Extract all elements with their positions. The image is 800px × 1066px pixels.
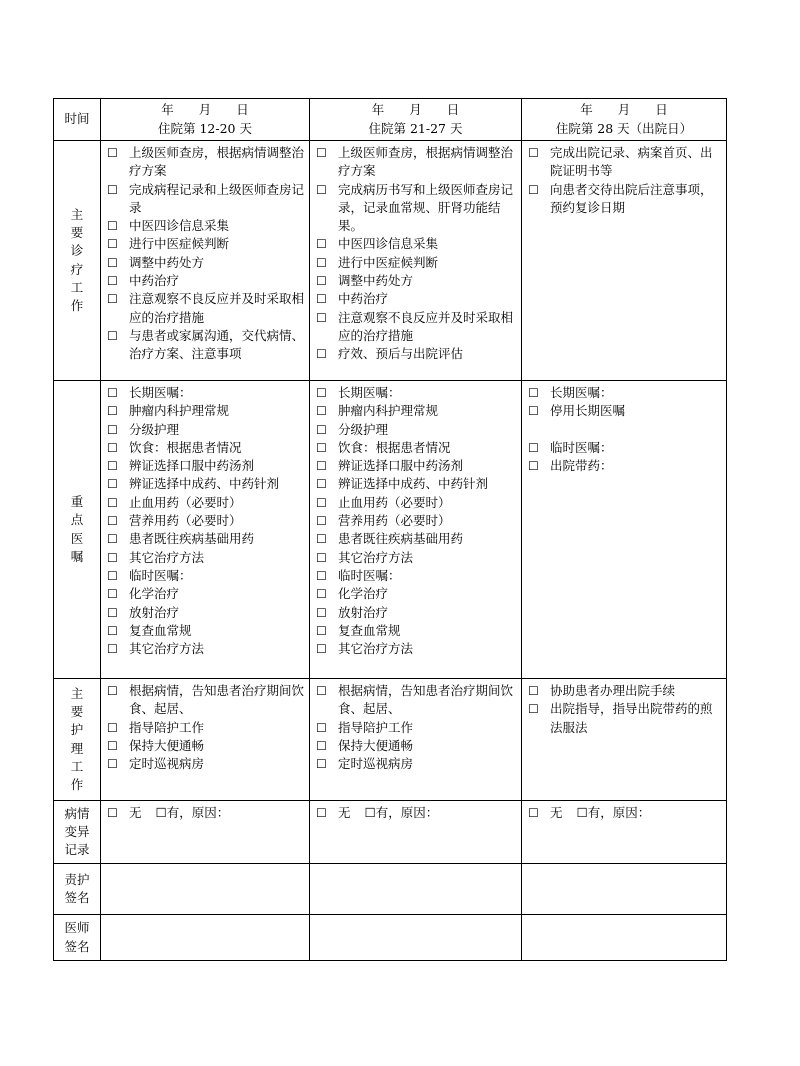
doctor-sign-field[interactable] [310,915,522,961]
header-date: 年 月 日 [161,102,249,118]
checklist-item-text: 饮食：根据患者情况 [129,439,242,455]
variance-yes-reason[interactable]: ☐有，原因： [155,805,230,820]
doctor-sign-label [64,919,89,956]
checklist-item[interactable] [316,622,517,640]
orders-label-cell [54,381,101,679]
checkbox-icon[interactable]: ☐ [528,684,539,698]
checklist-item-text: 肿瘤内科护理常规 [338,403,439,419]
label-char: 责护 [64,871,90,887]
checklist-item-text: 注意观察不良反应并及时采取相应的治疗措施 [338,309,514,343]
checklist-item[interactable] [107,549,305,567]
variance-row [54,801,727,864]
nursing-col-3 [522,679,727,801]
checklist-item[interactable] [528,181,722,218]
checklist-item[interactable] [107,682,305,719]
checklist-item[interactable] [107,585,305,603]
checklist-item-text: 进行中医症候判断 [129,236,230,252]
checkbox-icon[interactable]: ☐ [316,292,327,307]
checklist-item[interactable] [316,421,517,439]
checkbox-icon[interactable]: ☐ [107,146,118,160]
label-char: 签名 [64,938,90,954]
checkbox-icon[interactable]: ☐ [107,550,118,565]
checklist-item[interactable] [528,144,722,181]
checklist-item[interactable] [107,439,305,457]
checklist-item[interactable] [528,439,722,457]
checklist-item[interactable] [316,530,517,548]
checklist-item-text: 辨证选择口服中药汤剂 [338,458,464,474]
checklist-item-text: 饮食：根据患者情况 [338,439,451,455]
checklist-item[interactable] [107,327,305,364]
nursing-row [54,679,727,801]
checkbox-icon[interactable]: ☐ [316,255,327,270]
checklist-item[interactable] [316,254,517,272]
checklist-item[interactable] [107,290,305,327]
checklist-item-text: 上级医师查房，根据病情调整治疗方案 [338,145,514,179]
label-char: 作 [70,298,84,314]
checklist-item[interactable] [107,755,305,773]
checkbox-icon[interactable]: ☐ [107,495,118,510]
checklist-item-text: 定时巡视病房 [129,756,205,772]
checkbox-icon[interactable]: ☐ [316,274,327,289]
variance-no: 无 [129,805,142,820]
checklist-item[interactable] [107,737,305,755]
diagnosis-col-1 [101,141,310,381]
doctor-sign-row [54,915,727,961]
checkbox-icon[interactable]: ☐ [107,219,118,234]
label-char: 重 [70,493,84,509]
checklist-item[interactable] [316,345,517,363]
header-col-1 [101,99,310,141]
checkbox-icon[interactable]: ☐ [528,702,539,717]
checkbox-icon[interactable]: ☐ [316,404,327,419]
label-char: 嘱 [70,548,84,564]
checklist-item[interactable] [107,719,305,737]
checkbox-icon[interactable]: ☐ [107,684,118,698]
orders-col-2 [310,381,522,679]
checklist-item-text: 保持大便通畅 [338,737,414,753]
orders-col-3 [522,381,727,679]
checkbox-icon[interactable]: ☐ [528,440,539,455]
checkbox-icon[interactable]: ☐ [107,720,118,735]
checklist-item-text: 指导陪护工作 [338,719,414,735]
variance-yes-reason[interactable]: ☐有，原因： [364,805,439,820]
diagnosis-col-2 [310,141,522,381]
checklist-item-text: 营养用药（必要时） [129,513,242,529]
checklist-item-text: 其它治疗方法 [129,549,205,565]
checklist-item[interactable] [316,384,517,402]
checklist-item[interactable] [107,530,305,548]
checklist-item[interactable] [107,235,305,253]
checkbox-icon[interactable]: ☐ [316,757,327,772]
checklist-item-text: 疗效、预后与出院评估 [338,346,464,362]
checklist-item-text: 辨证选择中成药、中药针剂 [129,476,280,492]
checkbox-icon[interactable]: ☐ [107,292,118,307]
checklist-item-text: 与患者或家属沟通，交代病情、治疗方案、注意事项 [129,327,305,362]
checklist-item-text: 放射治疗 [338,604,389,620]
clinical-pathway-table [53,98,727,961]
checklist-item-text: 其它治疗方法 [338,641,414,657]
nursing-col-2 [310,679,522,801]
label-char: 签名 [64,890,90,905]
checklist-item[interactable] [316,144,517,181]
orders-col-1 [101,381,310,679]
checkbox-icon[interactable]: ☐ [316,347,327,362]
checkbox-icon[interactable]: ☐ [316,182,327,197]
checkbox-icon[interactable]: ☐ [316,440,327,455]
checklist-item-text: 患者既往疾病基础用药 [129,531,255,547]
checklist-item[interactable] [528,700,722,737]
header-date: 年 月 日 [371,102,460,118]
checklist-item-text: 止血用药（必要时） [338,494,451,510]
diagnosis-label-cell [54,141,101,381]
checkbox-icon[interactable]: ☐ [107,605,118,620]
checkbox-icon[interactable]: ☐ [316,146,327,160]
checklist-item-text: 完成病历书写和上级医师查房记录，记录血常规、肝肾功能结果。 [338,181,514,234]
checklist-item[interactable] [107,604,305,622]
checklist-item[interactable] [316,755,517,773]
checklist-item[interactable] [316,475,517,493]
checkbox-icon[interactable]: ☐ [316,237,327,252]
checklist-item[interactable] [107,217,305,235]
header-date: 年 月 日 [580,102,668,118]
label-char: 作 [70,777,84,793]
checkbox-icon[interactable]: ☐ [316,422,327,437]
nurse-sign-label-cell [54,864,101,915]
checkbox-icon[interactable]: ☐ [528,146,539,160]
checklist-item-text: 临时医嘱： [129,567,192,583]
checklist-item-text: 根据病情，告知患者治疗期间饮食、起居、 [129,683,305,717]
label-char: 主 [70,685,84,701]
variance-col-2 [310,801,522,864]
checklist-item[interactable] [107,475,305,493]
checklist-item-text: 注意观察不良反应并及时采取相应的治疗措施 [129,291,305,325]
checkbox-icon[interactable]: ☐ [316,550,327,565]
checkbox-icon[interactable]: ☐ [528,458,539,473]
label-char: 记录 [64,842,90,858]
nurse-sign-label [64,871,89,908]
label-char: 护 [70,722,84,738]
checklist-item-text: 临时医嘱： [338,567,401,583]
checklist-item-text: 向患者交待出院后注意事项，预约复诊日期 [550,181,713,215]
checkbox-icon[interactable]: ☐ [316,477,327,492]
checkbox-icon[interactable]: ☐ [316,310,327,325]
doctor-sign-field[interactable] [101,915,310,961]
checkbox-icon[interactable]: ☐ [316,806,327,820]
checkbox-icon[interactable]: ☐ [528,806,539,820]
checklist-item-text: 上级医师查房，根据病情调整治疗方案 [129,145,305,179]
checkbox-icon[interactable]: ☐ [107,623,118,638]
checkbox-icon[interactable]: ☐ [107,422,118,437]
checklist-item[interactable] [316,494,517,512]
checklist-item[interactable] [316,567,517,585]
time-label-cell [54,99,101,141]
checklist-item[interactable] [107,402,305,420]
checklist-item[interactable] [528,457,722,475]
checkbox-icon[interactable]: ☐ [107,642,118,657]
checklist-item[interactable] [528,682,722,700]
checkbox-icon[interactable]: ☐ [316,587,327,602]
checklist-item[interactable] [316,682,517,719]
label-char: 医师 [64,920,90,936]
checklist-item-text: 完成病程记录和上级医师查房记录 [129,181,305,215]
checkbox-icon[interactable]: ☐ [107,386,118,400]
checklist-item-text: 临时医嘱： [550,439,613,455]
header-col-2 [310,99,522,141]
checklist-item-text: 长期医嘱： [338,385,401,400]
checkbox-icon[interactable]: ☐ [107,587,118,602]
variance-col-1 [101,801,310,864]
checkbox-icon[interactable]: ☐ [107,182,118,197]
checklist-item[interactable] [316,457,517,475]
checklist-item[interactable] [316,309,517,346]
checkbox-icon[interactable]: ☐ [107,404,118,419]
checklist-item[interactable] [528,384,722,402]
checklist-item-text: 指导陪护工作 [129,719,205,735]
checkbox-icon[interactable]: ☐ [107,757,118,772]
nursing-col-1 [101,679,310,801]
checklist-item-text: 分级护理 [129,421,180,437]
header-stay: 住院第 21-27 天 [368,120,463,136]
checkbox-icon[interactable]: ☐ [107,328,118,343]
diagnosis-row [54,141,727,381]
checkbox-icon[interactable]: ☐ [316,605,327,620]
checklist-item[interactable] [107,640,305,658]
checkbox-icon[interactable]: ☐ [107,806,118,820]
checkbox-icon[interactable]: ☐ [316,684,327,698]
checklist-item[interactable] [316,181,517,236]
variance-label-cell [54,801,101,864]
checkbox-icon[interactable]: ☐ [107,568,118,583]
checklist-item-text: 中药治疗 [129,273,180,289]
checkbox-icon[interactable]: ☐ [107,255,118,270]
doctor-sign-field[interactable] [522,915,727,961]
checklist-item-text: 复查血常规 [129,622,192,638]
checklist-item[interactable] [316,402,517,420]
diagnosis-col-3 [522,141,727,381]
checklist-item-text: 调整中药处方 [338,273,414,289]
checklist-item-text: 复查血常规 [338,622,401,638]
checklist-item-text: 出院指导，指导出院带药的煎法服法 [550,701,713,735]
label-char: 疗 [70,261,84,277]
checkbox-icon[interactable]: ☐ [107,459,118,474]
checklist-item[interactable] [107,567,305,585]
checklist-item-text: 化学治疗 [338,586,389,602]
checklist-item-text: 营养用药（必要时） [338,513,451,529]
checklist-item[interactable] [107,144,305,181]
checklist-item[interactable] [316,290,517,308]
checklist-item-text: 中医四诊信息采集 [129,218,230,234]
label-char: 病情 [64,805,90,821]
label-char: 诊 [70,243,84,259]
checklist-item-text: 其它治疗方法 [129,641,205,657]
checklist-item[interactable] [107,457,305,475]
checklist-item[interactable] [528,402,722,420]
checklist-item-text: 定时巡视病房 [338,756,414,772]
checklist-item[interactable] [107,384,305,402]
diagnosis-label [71,206,84,316]
checkbox-icon[interactable]: ☐ [528,182,539,197]
checklist-item[interactable] [316,737,517,755]
label-char: 工 [70,279,84,295]
checkbox-icon[interactable]: ☐ [316,568,327,583]
checkbox-icon[interactable]: ☐ [316,532,327,547]
header-stay: 住院第 28 天（出院日） [555,120,693,136]
checklist-item[interactable] [316,272,517,290]
label-char: 点 [70,512,84,528]
checkbox-icon[interactable]: ☐ [316,642,327,657]
checkbox-icon[interactable]: ☐ [316,386,327,400]
nurse-sign-field[interactable] [522,864,727,915]
checklist-item-text: 肿瘤内科护理常规 [129,403,230,419]
doctor-sign-label-cell [54,915,101,961]
label-char: 医 [70,530,84,546]
checklist-item-text: 辨证选择口服中药汤剂 [129,458,255,474]
variance-yes-reason[interactable]: ☐有，原因： [576,805,651,820]
checklist-item[interactable] [316,549,517,567]
checklist-item-text: 止血用药（必要时） [129,494,242,510]
label-char: 变异 [64,823,90,839]
checklist-item-text: 长期医嘱： [550,385,613,400]
checklist-item[interactable] [107,421,305,439]
checkbox-icon[interactable]: ☐ [107,532,118,547]
nursing-label-cell [54,679,101,801]
variance-no: 无 [338,805,351,820]
checkbox-icon[interactable]: ☐ [316,623,327,638]
orders-label [71,493,84,566]
checklist-item[interactable] [316,604,517,622]
checkbox-icon[interactable]: ☐ [316,720,327,735]
checklist-item-text: 调整中药处方 [129,254,205,270]
checkbox-icon[interactable]: ☐ [316,514,327,529]
checklist-item[interactable] [107,494,305,512]
nurse-sign-field[interactable] [310,864,522,915]
checklist-item-text: 进行中医症候判断 [338,254,439,270]
checklist-item[interactable] [316,585,517,603]
checkbox-icon[interactable]: ☐ [528,386,539,400]
time-label: 时间 [64,111,90,127]
variance-no: 无 [550,805,563,820]
label-char: 主 [70,206,84,222]
checklist-item[interactable] [316,235,517,253]
checklist-item[interactable] [316,719,517,737]
label-char: 要 [70,224,84,240]
checklist-item-text: 其它治疗方法 [338,549,414,565]
checklist-item-text: 放射治疗 [129,604,180,620]
checkbox-icon[interactable]: ☐ [316,495,327,510]
checklist-item-text: 出院带药： [550,457,613,473]
checkbox-icon[interactable]: ☐ [107,440,118,455]
label-char: 理 [70,740,84,756]
checklist-item[interactable] [107,181,305,218]
checklist-item-text: 长期医嘱： [129,385,192,400]
checkbox-icon[interactable]: ☐ [107,237,118,252]
checklist-item-text: 保持大便通畅 [129,737,205,753]
nurse-sign-field[interactable] [101,864,310,915]
nurse-sign-row [54,864,727,915]
checklist-item-text: 停用长期医嘱 [550,403,626,419]
checklist-item-text: 中医四诊信息采集 [338,236,439,252]
header-stay: 住院第 12-20 天 [158,120,252,136]
checklist-item[interactable] [316,512,517,530]
checklist-item[interactable] [107,512,305,530]
checklist-item[interactable] [316,640,517,658]
orders-row [54,381,727,679]
checkbox-icon[interactable]: ☐ [316,738,327,753]
checkbox-icon[interactable]: ☐ [107,738,118,753]
header-row [54,99,727,141]
header-col-3 [522,99,727,141]
checklist-item[interactable] [107,254,305,272]
checklist-item[interactable] [107,272,305,290]
checkbox-icon[interactable]: ☐ [528,404,539,419]
label-char: 要 [70,703,84,719]
checklist-item-text: 协助患者办理出院手续 [550,683,676,698]
checklist-item-text: 患者既往疾病基础用药 [338,531,464,547]
checkbox-icon[interactable]: ☐ [316,459,327,474]
checklist-item[interactable] [107,622,305,640]
variance-col-3 [522,801,727,864]
checklist-item-text: 分级护理 [338,421,389,437]
checklist-item-text: 完成出院记录、病案首页、出院证明书等 [550,145,713,179]
checkbox-icon[interactable]: ☐ [107,477,118,492]
variance-label [64,805,89,860]
nursing-label [71,685,84,795]
checklist-item-text: 根据病情，告知患者治疗期间饮食、起居、 [338,683,514,717]
checklist-item-text: 化学治疗 [129,586,180,602]
checklist-item[interactable] [316,439,517,457]
checkbox-icon[interactable]: ☐ [107,514,118,529]
spacer [528,421,722,439]
checklist-item-text: 辨证选择中成药、中药针剂 [338,476,489,492]
checklist-item-text: 中药治疗 [338,291,389,307]
checkbox-icon[interactable]: ☐ [107,274,118,289]
label-char: 工 [70,758,84,774]
